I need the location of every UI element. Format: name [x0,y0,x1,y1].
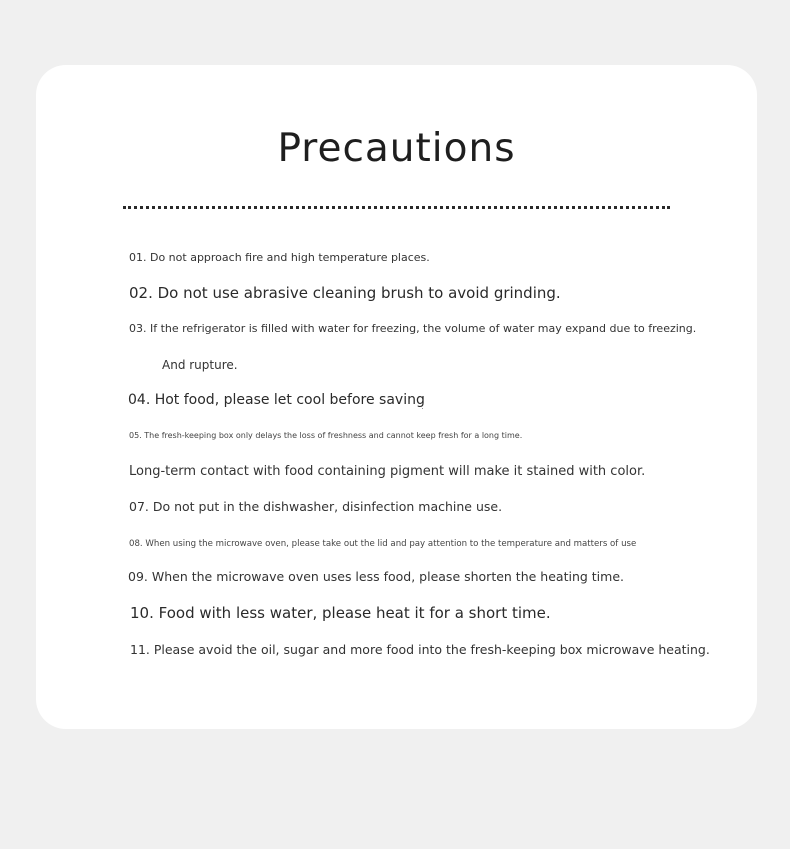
precaution-item-09: 09. When the microwave oven uses less food, please shorten the heating time. [128,569,624,584]
precaution-item-08: 08. When using the microwave oven, please take out the lid and pay attention to the temperature and matters of use [129,539,637,549]
stray-dot [422,408,423,409]
dotted-divider [123,206,670,209]
precaution-item-03: 03. If the refrigerator is filled with water for freezing, the volume of water may expand due to freezing. [129,322,697,335]
precautions-card [36,65,757,729]
precaution-item-11: 11. Please avoid the oil, sugar and more food into the fresh-keeping box microwave heating. [130,642,710,657]
precaution-item-06: Long-term contact with food containing pigment will make it stained with color. [129,464,646,479]
precaution-item-04: 04. Hot food, please let cool before saving [128,392,425,408]
page-title: Precautions [277,126,516,171]
precaution-item-10: 10. Food with less water, please heat it for a short time. [130,604,551,622]
precaution-item-03-continued: And rupture. [162,358,238,372]
precaution-item-07: 07. Do not put in the dishwasher, disinfection machine use. [129,499,503,514]
precaution-item-02: 02. Do not use abrasive cleaning brush to avoid grinding. [129,284,561,302]
precaution-item-01: 01. Do not approach fire and high temperature places. [129,251,430,264]
precaution-item-05: 05. The fresh-keeping box only delays the loss of freshness and cannot keep fresh for a long time. [129,431,523,440]
